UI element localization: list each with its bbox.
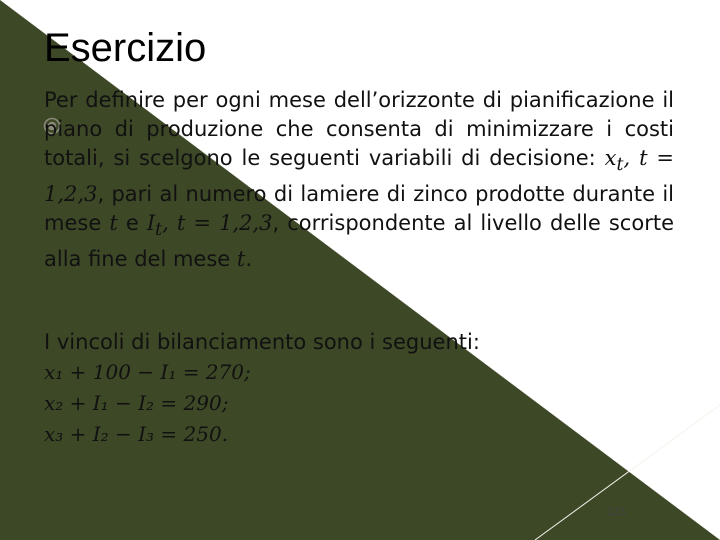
variable-t: t <box>236 247 246 272</box>
paragraph-text: , pari al numero di lamiere di zinco prodotte durante il mese <box>44 182 674 236</box>
paragraph-text: . <box>245 247 253 272</box>
paragraph-text: , corrispondente al livello delle scorte alla fine del mese <box>44 211 674 272</box>
paragraph-text: e <box>117 211 147 236</box>
equation-3: x₃ + I₂ − I₃ = 250. <box>44 422 229 446</box>
variable-x-t: $x_t$, t = 1,2,3 <box>44 146 674 207</box>
variable-I-t: $I_t$, t = 1,2,3 <box>146 211 273 241</box>
variable-t: t <box>109 211 118 236</box>
constraints-intro: I vincoli di bilanciamento sono i seguenti: <box>44 330 480 354</box>
equation-1: x₁ + 100 − I₁ = 270; <box>44 360 251 384</box>
equation-2: x₂ + I₁ − I₂ = 290; <box>44 391 229 415</box>
paragraph-text: Per definire per ogni mese dell’orizzonte di pianificazione il piano di produzione che consenta di minimizzare i costi totali, si scelgono le seguenti variabili di decisione: <box>44 88 674 170</box>
constraints-section <box>44 328 674 450</box>
slide-number: 123 <box>607 506 626 518</box>
slide-title: Esercizio <box>44 26 207 70</box>
definition-paragraph <box>44 86 674 274</box>
